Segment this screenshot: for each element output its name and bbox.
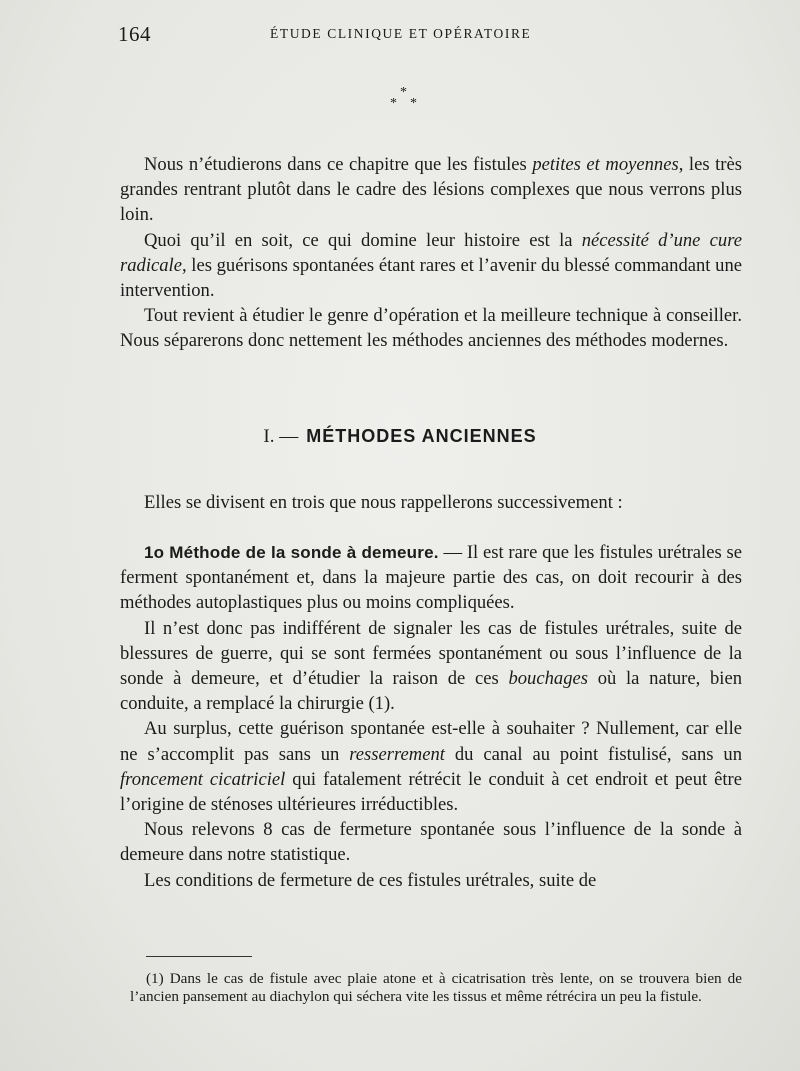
subsection-heading: 1o Méthode de la sonde à demeure. [144, 543, 439, 562]
text-run: Nous n’étudierons dans ce chapitre que les fistules [144, 154, 533, 175]
paragraph [120, 540, 742, 616]
page-number: 164 [118, 22, 151, 46]
divide-text [120, 490, 742, 515]
section-heading [0, 426, 800, 448]
paragraph: Tout revient à étudier le genre d’opération et la meilleure technique à conseiller. Nous séparerons donc nettement les méthodes anciennes des méthodes modernes. [120, 305, 742, 352]
section-number: I. — [263, 426, 299, 447]
asterism [388, 86, 428, 116]
paragraph [120, 716, 742, 817]
footnote [130, 970, 742, 1005]
italic-text: resserrement [349, 743, 445, 765]
intro-text [120, 152, 742, 354]
paragraph [120, 152, 742, 228]
text-run: — Il est rare que les fistules urétrales se ferment spontanément et, dans la majeure partie des cas, on doit recourir à des méthodes autoplastiques plus ou moins compliquées. [120, 542, 742, 614]
page-header [118, 22, 740, 52]
italic-text: petites et moyennes [532, 154, 679, 175]
asterisk-icon: * [390, 96, 397, 111]
asterisk-icon: * [410, 96, 417, 111]
text-run: Quoi qu’il en soit, ce qui domine leur histoire est la [144, 229, 582, 251]
methode-text [120, 540, 742, 893]
paragraph: Nous relevons 8 cas de fermeture spontanée sous l’influence de la sonde à demeure dans notre statistique. [120, 819, 742, 866]
text-run: qui fatalement rétrécit le conduit à cet endroit et peut être l’origine de sténoses ultérieures irréductibles. [120, 768, 742, 816]
section-title: MÉTHODES ANCIENNES [306, 426, 537, 446]
text-run: Au surplus, cette guérison spontanée est-elle à souhaiter ? Nullement, car elle ne s’accomplit pas sans un [120, 718, 742, 765]
text-run: du canal au point fistulisé, sans un [444, 743, 742, 765]
footnote-text: (1) Dans le cas de fistule avec plaie atone et à cicatrisation très lente, on se trouvera bien de l’ancien pansement au diachylon qui séchera vite les tissus et même rétrécira un peu la fistule. [130, 970, 742, 1005]
text-run: Il n’est donc pas indifférent de signaler les cas de fistules urétrales, suite de blessures de guerre, qui se sont fermées spontanément ou sous l’influence de la sonde à demeure, et d’étudier la raison de ces [120, 617, 742, 690]
paragraph: Les conditions de fermeture de ces fistules urétrales, suite de [144, 869, 597, 891]
italic-text: bouchages [508, 668, 588, 690]
running-title: ÉTUDE CLINIQUE ET OPÉRATOIRE [270, 26, 532, 41]
text-run: , les guérisons spontanées étant rares et l’avenir du blessé commandant une intervention. [120, 254, 742, 302]
text-run: où la nature, bien conduite, a remplacé la chirurgie (1). [120, 668, 742, 715]
italic-text: nécessité d’une cure radicale [120, 229, 742, 276]
footnote-divider [146, 956, 252, 957]
italic-text: froncement cicatriciel [120, 768, 286, 790]
paragraph [120, 228, 742, 304]
text-run: , les très grandes rentrant plutôt dans le cadre des lésions complexes que nous verrons plus loin. [120, 154, 742, 226]
paragraph: Elles se divisent en trois que nous rappellerons successivement : [144, 492, 623, 513]
asterisk-icon: * [400, 85, 407, 100]
paragraph [120, 616, 742, 717]
